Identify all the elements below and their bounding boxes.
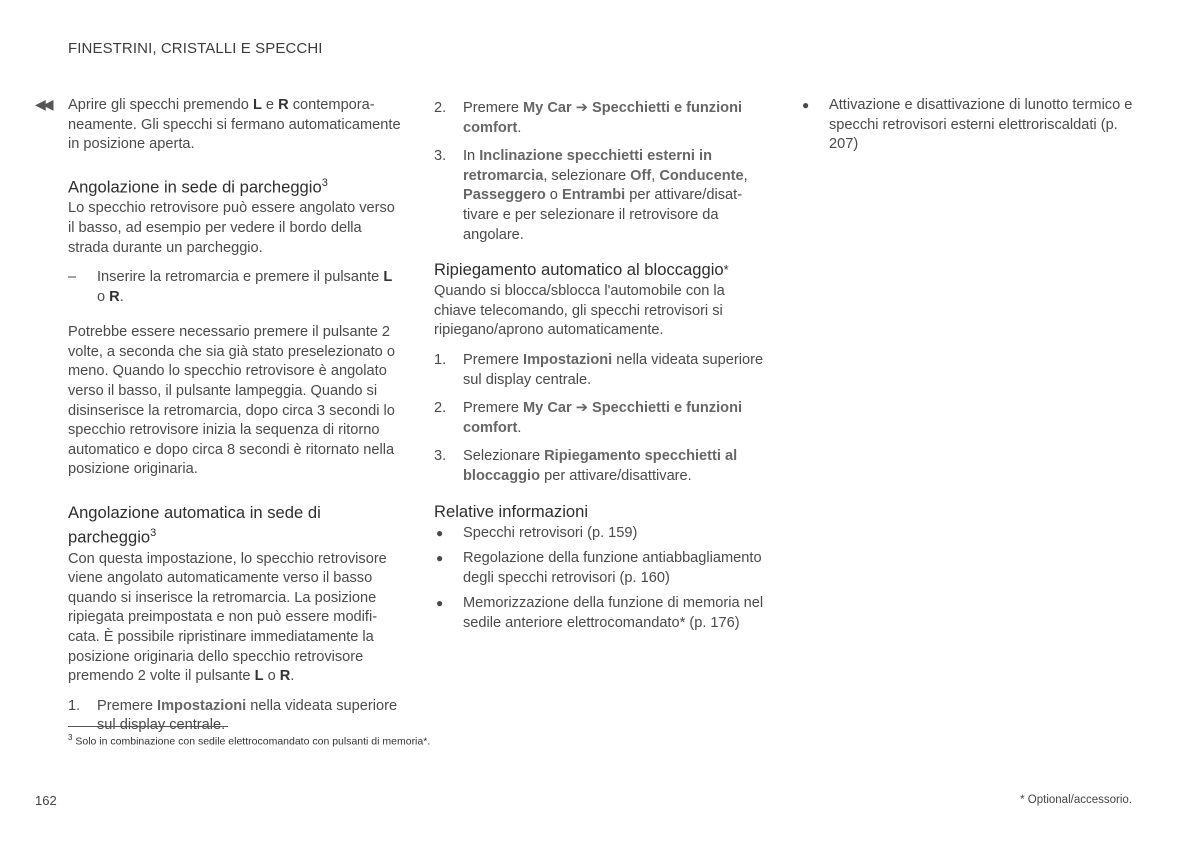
paragraph-note: Potrebbe essere necessario premere il pulsante 2 volte, a seconda che sia già stato preselezionato o meno. Quando lo specchio retrovisore è angolato verso il basso, il pulsante lampeggia. Quando si disinserisce la retromarcia, dopo circa 3 secondi lo specchio retrovisore inizia la sequenza di ritorno automatico e dopo circa 8 secondi è ritornato nella posizione originaria. [68,324,395,478]
double-left-arrow-icon[interactable]: ◀◀ [35,96,51,112]
optional-note: * Optional/accessorio. [1020,794,1132,806]
link-specchietti-comfort[interactable]: Specchietti e funzioni comfort [463,100,743,136]
link-ripiegamento-specchietti[interactable]: Ripiegamento specchietti al bloccaggio [463,448,738,484]
column-1 [68,96,403,745]
step-2: 2. Premere My Car ➔ Specchietti e funzioni comfort. [434,100,743,136]
paragraph-automatica: Con questa impostazione, lo specchio retrovisore viene angolato automaticamente verso il basso quando si inserisce la retromarcia. La posizione ripiegata preimpostata e non può essere modificata. È possibile ripristinare immediatamente la posizione originaria dello specchio retrovisore premendo 2 volte il pulsante L o R. [68,550,387,685]
heading-relative-informazioni: Relative informazioni [434,501,589,521]
ripiegamento-step-3: 3. Selezionare Ripiegamento specchietti al bloccaggio per attivare/disattivare. [434,448,738,484]
column-2 [434,99,769,642]
arrow-right-icon: ➔ [571,400,593,417]
related-link[interactable]: ● Attivazione e disattivazione di lunotto termico e specchi retrovisori esterni elettroriscaldati (p. 207) [802,97,1133,153]
heading-ripiegamento: Ripiegamento automatico al bloccaggio* [434,260,729,280]
footnote: $^3$ Solo in combinazione con sedile elettrocomandato con pulsanti di memoria*. [68,733,431,748]
paragraph-ripiegamento: Quando si blocca/sblocca l'automobile con la chiave telecomando, gli specchi retrovisori si ripiegano/aprono automaticamente. [434,283,725,339]
column-3 [800,96,1135,164]
link-specchietti-comfort[interactable]: Specchietti e funzioni comfort [463,400,743,436]
ripiegamento-step-1: 1. Premere Impostazioni nella videata superiore sul display centrale. [434,351,764,388]
bullet-icon: ● [802,98,810,112]
bullet-icon: ● [436,596,444,611]
heading-angolazione-automatica: Angolazione automatica in sede di parcheggio$^3$ [68,503,321,547]
link-my-car[interactable]: My Car [523,400,572,417]
intro-paragraph: Aprire gli specchi premendo L e R contemporaneamente. Gli specchi si fermano automaticamente in posizione aperta. [68,97,401,153]
related-link[interactable]: ● Memorizzazione della funzione di memoria nel sedile anteriore elettrocomandato* (p. 176) [436,595,764,631]
ripiegamento-step-2: 2. Premere My Car ➔ Specchietti e funzioni comfort. [434,400,743,436]
dash-list-item: – Inserire la retromarcia e premere il pulsante L o R. [68,269,393,305]
step-1: 1. Premere Impostazioni nella videata superiore sul display centrale. [68,697,398,734]
related-link[interactable]: ● Specchi retrovisori (p. 159) [434,524,769,544]
related-link[interactable]: ● Regolazione della funzione antiabbagliamento degli specchi retrovisori (p. 160) [436,550,762,586]
link-impostazioni[interactable]: Impostazioni [157,697,247,714]
footnote-divider [68,726,228,727]
bullet-icon: ● [436,525,444,540]
link-my-car[interactable]: My Car [523,100,572,116]
paragraph-angolazione: Lo specchio retrovisore può essere angolato verso il basso, ad esempio per vedere il bordo della strada durante un parcheggio. [68,200,395,256]
key-l: L [252,97,262,113]
bullet-icon: ● [436,551,444,566]
heading-angolazione-parcheggio: Angolazione in sede di parcheggio$^3$ [68,176,328,197]
key-r: R [278,97,289,113]
page-header-title: FINESTRINI, CRISTALLI E SPECCHI [68,40,323,57]
link-impostazioni[interactable]: Impostazioni [523,351,613,368]
arrow-right-icon: ➔ [571,100,593,116]
page-number: 162 [35,793,57,808]
step-3: 3. In Inclinazione specchietti esterni in retromarcia, selezionare Off, Conducente, Passeggero o Entrambi per attivare/disattivare e per selezionare il retrovisore da angolare. [434,148,748,243]
